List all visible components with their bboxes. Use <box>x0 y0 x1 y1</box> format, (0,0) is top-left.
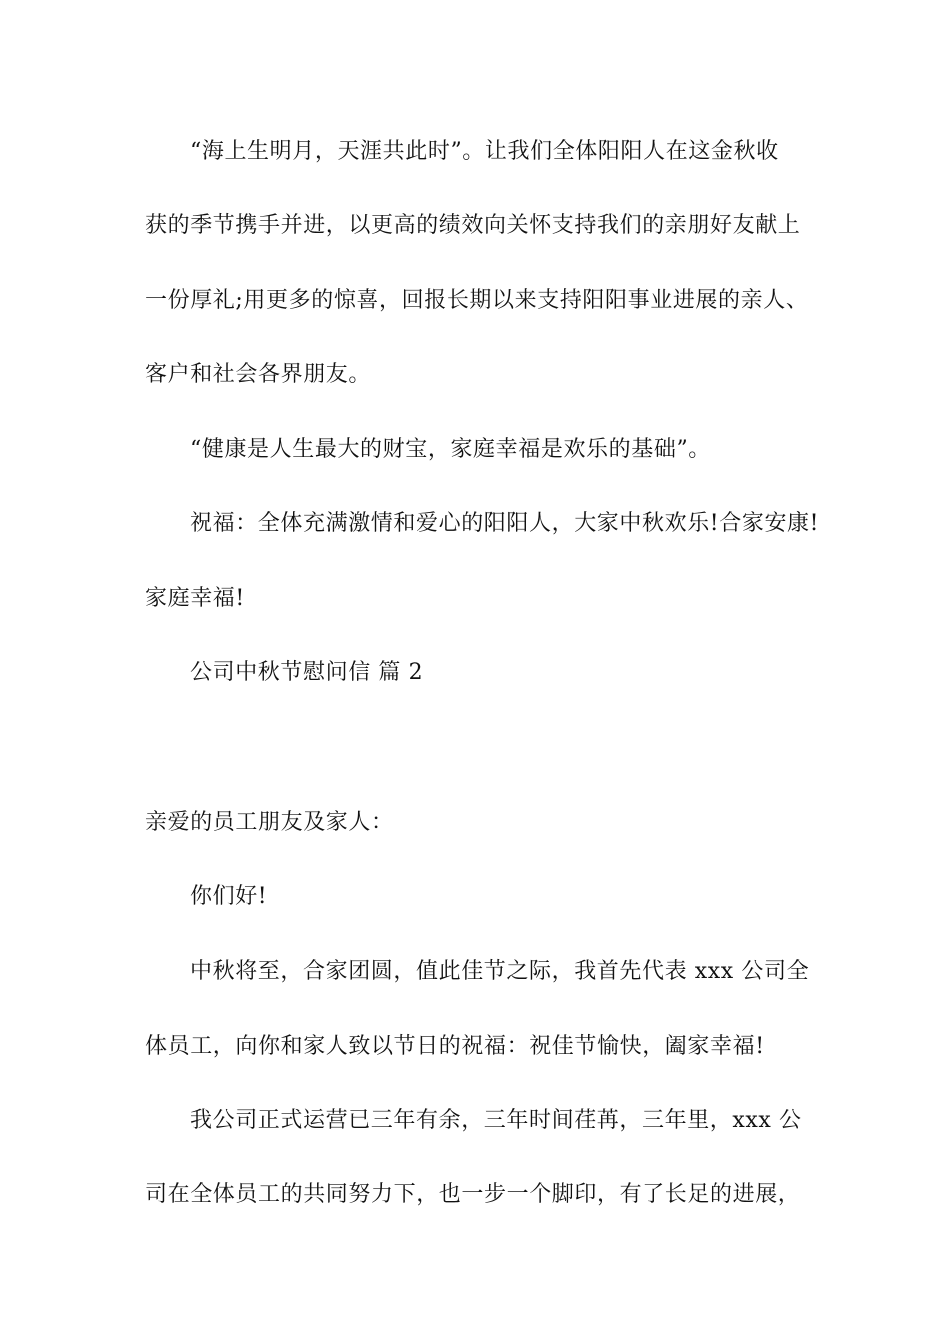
quote-line: “健康是人生最大的财宝，家庭幸福是欢乐的基础”。 <box>190 437 711 462</box>
blessing-line-1: 祝福：全体充满激情和爱心的阳阳人，大家中秋欢乐!合家安康! <box>190 511 820 536</box>
paragraph-3-line-1: 我公司正式运营已三年有余，三年时间荏苒，三年里，xxx 公 <box>190 1108 802 1133</box>
blessing-line-2: 家庭幸福! <box>145 586 245 611</box>
paragraph-2-line-1: 中秋将至，合家团圆，值此佳节之际，我首先代表 xxx 公司全 <box>190 959 810 984</box>
paragraph-1-line-4: 客户和社会各界朋友。 <box>145 362 372 387</box>
paragraph-1-line-2: 获的季节携手并进，以更高的绩效向关怀支持我们的亲朋好友献上 <box>145 213 801 238</box>
greeting: 你们好! <box>190 884 268 909</box>
paragraph-1-line-3: 一份厚礼;用更多的惊喜，回报长期以来支持阳阳事业进展的亲人、 <box>145 288 809 313</box>
salutation: 亲爱的员工朋友及家人： <box>145 810 394 835</box>
paragraph-2-line-2: 体员工，向你和家人致以节日的祝福：祝佳节愉快，阖家幸福! <box>145 1034 765 1059</box>
paragraph-1-line-1: “海上生明月，天涯共此时”。让我们全体阳阳人在这金秋收 <box>190 139 779 164</box>
section-title: 公司中秋节慰问信 篇 2 <box>190 660 424 685</box>
paragraph-3-line-2: 司在全体员工的共同努力下，也一步一个脚印，有了长足的进展， <box>145 1182 801 1207</box>
